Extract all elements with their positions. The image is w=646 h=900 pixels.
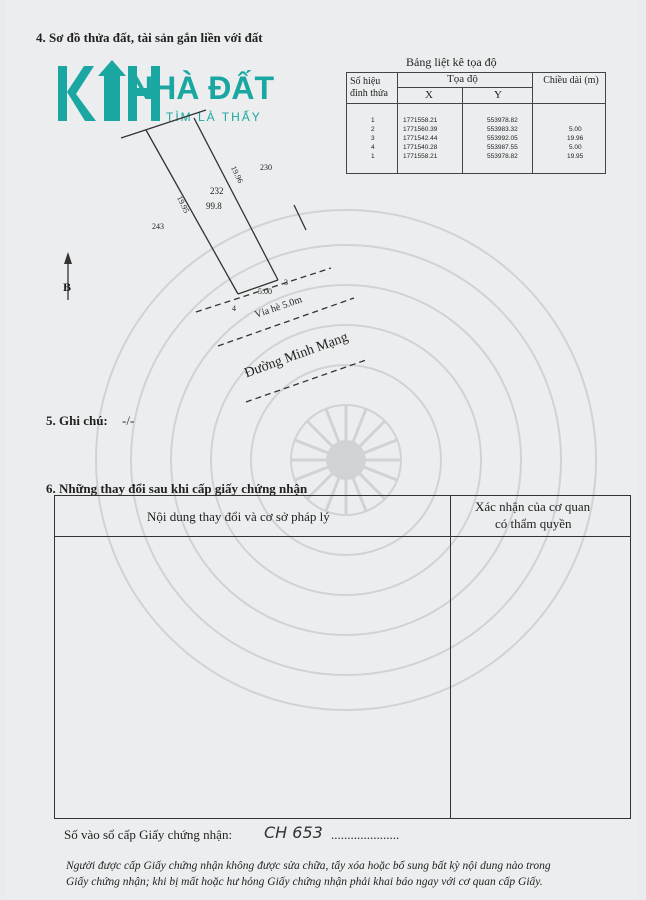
- length-cell: 19.96: [567, 135, 584, 142]
- front-width: 5.00: [258, 287, 272, 296]
- vertex-4-label: 4: [232, 304, 236, 313]
- registry-value: CH 653: [264, 823, 323, 842]
- parcel-number: 232: [210, 186, 224, 196]
- registry-label: Số vào sổ cấp Giấy chứng nhận:: [64, 827, 233, 842]
- parcel-left-boundary: [146, 130, 238, 294]
- marker-line: [294, 205, 306, 230]
- road-name: Đường Minh Mạng: [242, 329, 351, 382]
- y-cell: 553983.32: [487, 126, 518, 133]
- coord-col-x: X: [425, 89, 433, 101]
- sidewalk-label: Vỉa hè 5.0m: [253, 294, 304, 321]
- coord-col-length: Chiều dài (m): [543, 75, 599, 86]
- x-cell: 1771558.21: [403, 153, 438, 160]
- length-cell: 5.00: [569, 126, 582, 133]
- neighbor-left: 243: [152, 222, 164, 231]
- side-left-length: 19.95: [175, 194, 191, 215]
- x-cell: 1771542.44: [403, 135, 438, 142]
- changes-col-confirm-1: Xác nhận của cơ quan: [475, 499, 591, 514]
- y-cell: 553978.82: [487, 117, 518, 124]
- x-cell: 1771560.39: [403, 126, 438, 133]
- parcel-back-boundary: [121, 110, 206, 138]
- north-label: B: [63, 280, 72, 294]
- point-cell: 1: [371, 153, 375, 160]
- x-cell: 1771540.28: [403, 144, 438, 151]
- point-cell: 4: [371, 144, 375, 151]
- y-cell: 553987.55: [487, 144, 518, 151]
- logo-brand-main: NHÀ ĐẤT: [130, 70, 274, 106]
- length-cell: 5.00: [569, 144, 582, 151]
- point-cell: 1: [371, 117, 375, 124]
- notice-line-1: Người được cấp Giấy chứng nhận không được sửa chữa, tẩy xóa hoặc bổ sung bất kỳ nội dung nào trong: [66, 860, 551, 872]
- section4-title: 4. Sơ đồ thửa đất, tài sản gắn liền với đất: [36, 30, 263, 45]
- parcel-map: [6, 0, 638, 420]
- coord-col-y: Y: [494, 89, 502, 101]
- notice-line-2: Giấy chứng nhận; khi bị mất hoặc hư hỏng Giấy chứng nhận phải khai báo ngay với cơ quan cấp Giấy.: [66, 876, 543, 888]
- changes-table: [54, 495, 631, 819]
- coord-col-point: Số hiệu đỉnh thửa: [350, 76, 388, 99]
- side-right-length: 19.96: [229, 164, 245, 185]
- changes-col-confirm-2: có thẩm quyền: [495, 516, 572, 531]
- section5-title: 5. Ghi chú:: [46, 413, 108, 428]
- coord-table-title: Bảng liệt kê tọa độ: [406, 55, 497, 69]
- logo-brand-sub: TÌM LÀ THẤY: [166, 110, 262, 124]
- y-cell: 553978.82: [487, 153, 518, 160]
- certificate-page: [6, 0, 638, 900]
- section5-value: -/-: [122, 413, 135, 428]
- section6-title: 6. Những thay đổi sau khi cấp giấy chứng nhận: [46, 481, 308, 496]
- parcel-area: 99.8: [206, 201, 222, 211]
- registry-dots: .....................: [331, 827, 400, 842]
- point-cell: 2: [371, 126, 375, 133]
- parcel-right-boundary: [194, 118, 278, 280]
- y-cell: 553992.05: [487, 135, 518, 142]
- point-cell: 3: [371, 135, 375, 142]
- length-cell: 19.95: [567, 153, 584, 160]
- neighbor-right: 230: [260, 163, 272, 172]
- changes-col-content: Nội dung thay đổi và cơ sở pháp lý: [147, 509, 330, 524]
- coord-col-coords: Tọa độ: [447, 73, 478, 85]
- x-cell: 1771558.21: [403, 117, 438, 124]
- vertex-3-label: 3: [284, 278, 288, 287]
